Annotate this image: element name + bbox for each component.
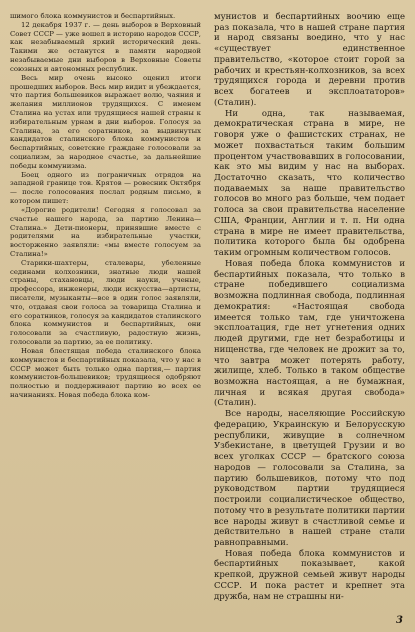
paragraph: Все народы, населяющие Российскую федерацию, Украинскую и Белорусскую республики, живущие в солнечном Узбекистане, в цветущей Грузии и во всех уголках СССР — братского союза народов — голосовали за Сталина, за партию большевиков, потому что под руководством партии трудящиеся построили социалистическое общество, потому что в результате политики партии все народы живут в счастливой семье и действительно в нашей стране стали равноправными. bbox=[214, 409, 405, 548]
text-columns bbox=[10, 12, 405, 602]
paragraph: Ни одна, так называемая, демократическая страна в мире, не говоря уже о фашистских странах, не может похвастаться таким большим процентом участвовавших в голосовании, как это мы видим у нас на выборах. Достаточно сказать, что количество подаваемых за наше правительство голосов во много раз больше, чем подает голоса за свои правительства население США, Франции, Англии и т. п. Ни одна страна в мире не имеет правительства, политика которого была бы одобрена таким огромным количеством голосов. bbox=[214, 108, 405, 259]
paragraph: Весь мир очень высоко оценил итоги прошедших выборов. Весь мир видит и убеждается, что партия большевиков выражает волю, чаяния и желания миллионов трудящихся. С именем Сталина на устах или трудящиеся нашей страны к избирательным урнам в дни выборов. Голосуя за Сталина, за его соратников, за выдвинутых кандидатов сталинского блока коммунистов и беспартийных, советские граждане голосовали за социализм, за народное счастье, за дальнейшие победы коммунизма. bbox=[10, 73, 201, 170]
paragraph: шимого блока коммунистов и беспартийных. bbox=[10, 12, 176, 20]
page-number: 3 bbox=[396, 615, 403, 626]
right-column bbox=[214, 12, 405, 602]
paragraph: Новая блестящая победа сталинского блока коммунистов и беспартийных показала, что у нас в СССР может быть только одна партия,— партия коммунистов-большевиков; трудящиеся одобряют полностью и поддерживают партию во всех ее начинаниях. Новая победа блока ком- bbox=[10, 346, 201, 399]
paragraph: Старики-шахтеры, сталевары, убеленные сединами колхозники, знатные люди нашей страны, стахановцы, люди науки, ученые, профессора, инженеры, люди искусства—артисты, писатели, музыканты—все в один голос заявляли, что, отдавая свои голоса за товарища Сталина и его соратников, голосуя за кандидатов сталинского блока коммунистов и беспартийных, они голосовали за счастливую, радостную жизнь, голосовали за партию, за ее политику. bbox=[10, 258, 201, 347]
paragraph: Боец одного из пограничных отрядов на западной границе тов. Крятов — ровесник Октября — после голосования послал родным письмо, в котором пишет: bbox=[10, 170, 201, 206]
paragraph: 12 декабря 1937 г. — день выборов в Верховный Совет СССР — уже вошел в историю народов СССР, как незабываемый яркий исторический день. Такими же останутся в памяти народной незабываемые дни выборов в Верховные Советы союзных и автономных республик. bbox=[10, 20, 201, 73]
paragraph: Новая победа блока коммунистов и беспартийных показала, что только в стране победившего социализма возможна подлинная свобода, подлинная демократия: «Настоящая свобода имеется только там, где уничтожена эксплоатация, где нет угнетения одних людей другими, где нет безработицы и нищенства, где человек не дрожит за то, что завтра может потерять работу, жилище, хлеб. Только в таком обществе возможна настоящая, а не бумажная, личная и всякая другая свобода» (Сталин). bbox=[214, 258, 405, 409]
paragraph: мунистов и беспартийных воочию еще раз показала, что в нашей стране партия и народ связаны воедино, что у нас «существует единственное правительство, «которое стоит горой за рабочих и крестьян-колхозников, за всех трудящихся города и деревни против всех богатеев и эксплоататоров» (Сталин). bbox=[214, 12, 405, 108]
paragraph: Новая победа блока коммунистов и беспартийных показывает, какой крепкой, дружной семьей живут народы СССР. И пока растет и крепнет эта дружба, нам не страшны ни- bbox=[214, 548, 405, 602]
left-column bbox=[10, 12, 201, 602]
paragraph: «Дорогие родители! Сегодня я голосовал за счастье нашего народа, за партию Ленина—Сталина.» Дети-пионеры, принявшие вместе с родителями на избирательные участки, восторженно заявляли: «мы вместе голосуем за Сталина!» bbox=[10, 205, 201, 258]
